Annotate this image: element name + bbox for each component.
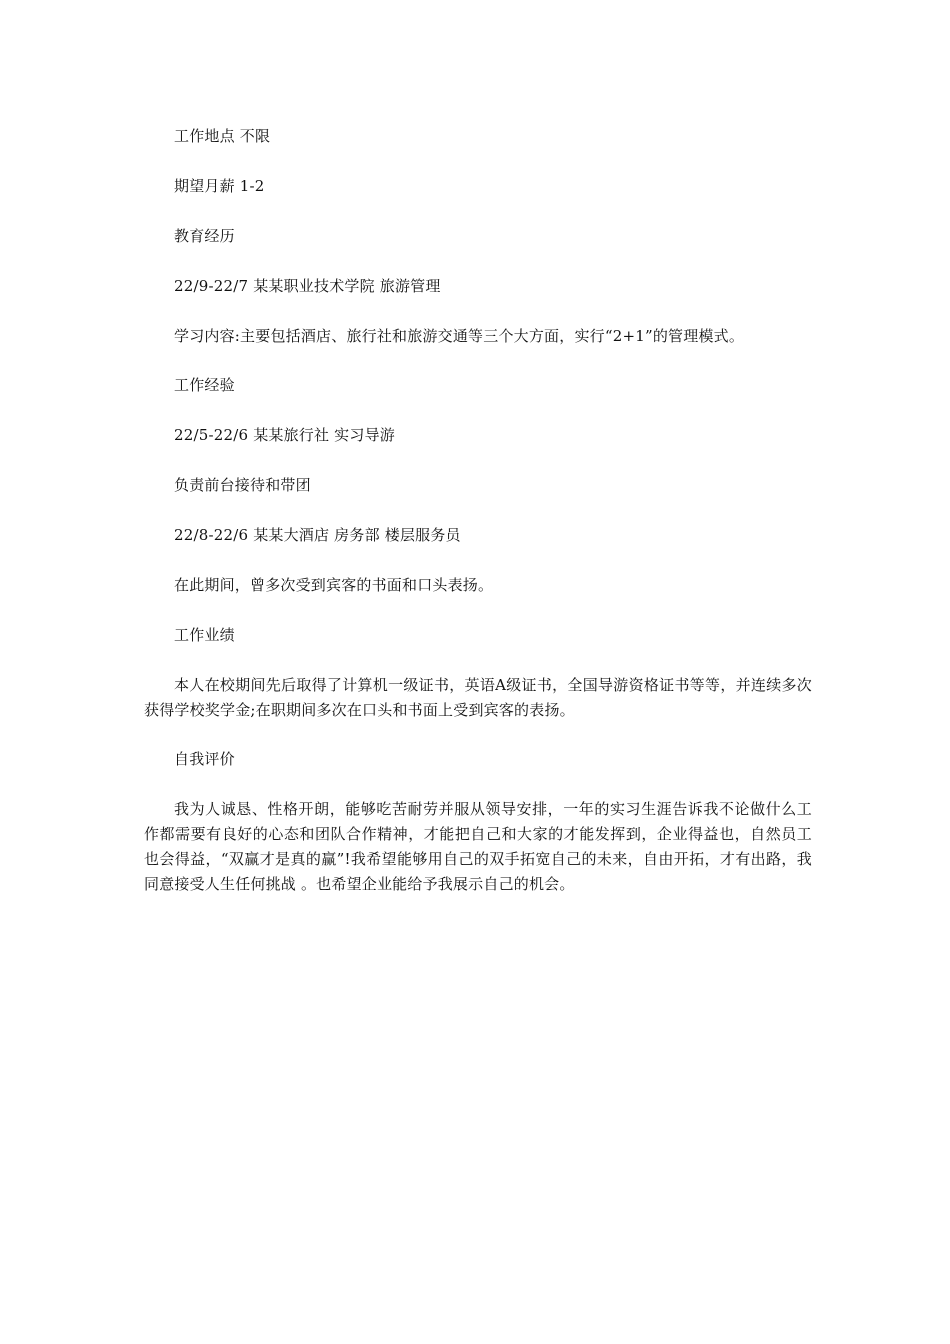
self-evaluation-paragraph: 我为人诚恳、性格开朗，能够吃苦耐劳并服从领导安排，一年的实习生涯告诉我不论做什么工作都需要有良好的心态和团队合作精神，才能把自己和大家的才能发挥到，企业得益也，自然员工也会得益，“双赢才是真的赢”!我希望能够用自己的双手拓宽自己的未来，自由开拓，才有出路，我同意接受人生任何挑战 。也希望企业能给予我展示自己的机会。 [144, 800, 812, 893]
experience-1-entry: 22/5-22/6 某某旅行社 实习导游 [174, 426, 395, 444]
achievements-paragraph: 本人在校期间先后取得了计算机一级证书，英语A级证书，全国导游资格证书等等，并连续多次获得学校奖学金;在职期间多次在口头和书面上受到宾客的表扬。 [144, 676, 812, 719]
experience-1-description: 负责前台接待和带团 [174, 476, 311, 494]
experience-2-description: 在此期间，曾多次受到宾客的书面和口头表扬。 [174, 576, 494, 594]
experience-heading: 工作经验 [174, 376, 235, 394]
expected-salary-line: 期望月薪 1-2 [174, 177, 265, 195]
achievements-heading: 工作业绩 [174, 626, 235, 644]
self-evaluation-heading: 自我评价 [174, 750, 235, 768]
study-content-line: 学习内容:主要包括酒店、旅行社和旅游交通等三个大方面，实行“2+1”的管理模式。 [174, 327, 745, 345]
experience-2-entry: 22/8-22/6 某某大酒店 房务部 楼层服务员 [174, 526, 461, 544]
work-location-line: 工作地点 不限 [174, 127, 271, 145]
education-heading: 教育经历 [174, 227, 235, 245]
education-entry: 22/9-22/7 某某职业技术学院 旅游管理 [174, 277, 441, 295]
